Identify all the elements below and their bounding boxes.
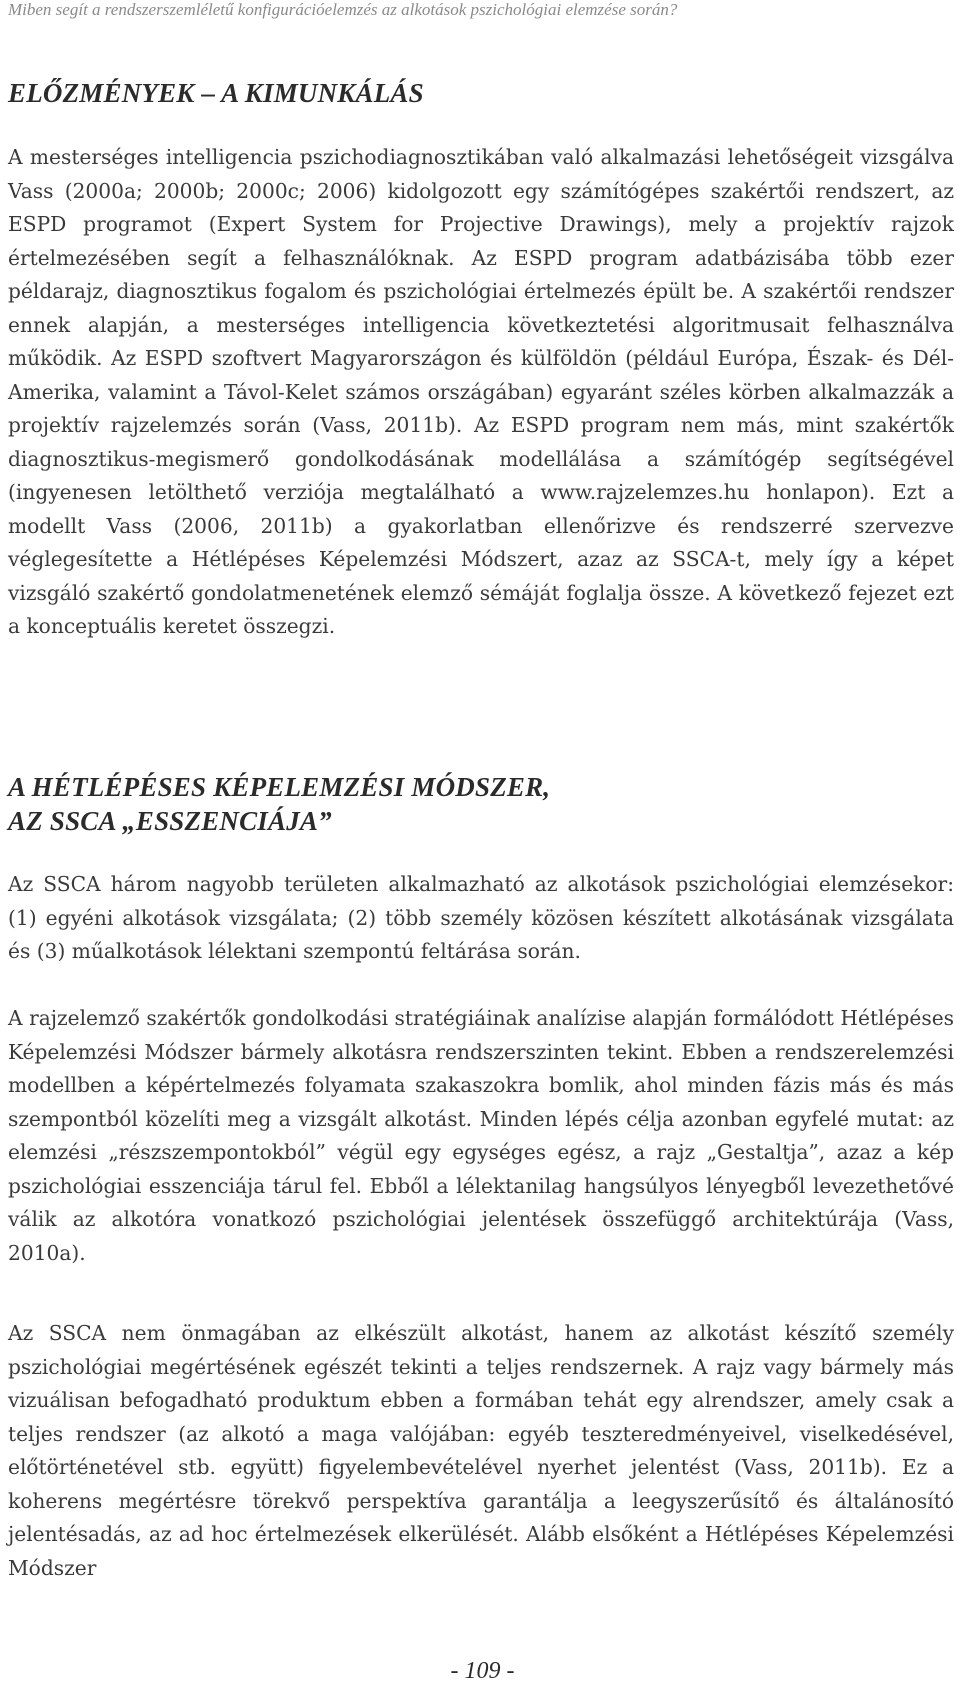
section-heading-hetlepeses <box>8 770 948 838</box>
document-page <box>8 0 957 1692</box>
paragraph-ssca-areas: Az SSCA három nagyobb területen alkalmazható az alkotások pszichológiai elemzésekor: (1) egyéni alkotások vizsgálata; (2) több személy közösen készített alkotásának vizsgálata és (3) műalkotások lélektani szempontú feltárása során. <box>8 872 954 963</box>
section-heading-elozmenyek: ELŐZMÉNYEK – A KIMUNKÁLÁS <box>8 78 424 108</box>
running-header: Miben segít a rendszerszemléletű konfigurációelemzés az alkotások pszichológiai elemzése során? <box>8 0 678 19</box>
paragraph-rajzelemzo-strategiak: A rajzelemző szakértők gondolkodási stratégiáinak analízise alapján formálódott Hétlépéses Képelemzési Módszer bármely alkotásra rendszerszinten tekint. Ebben a rendszerelemzési modellben a képértelmezés folyamata szakaszokra bomlik, ahol minden fázis más és más szempontból közelíti meg a vizsgált alkotást. Minden lépés célja azonban egyfelé mutat: az elemzési „részszempontokból” végül egy egységes egész, a rajz „Gestaltja”, azaz a kép pszichológiai esszenciája tárul fel. Ebből a lélektanilag hangsúlyos lényegből levezethetővé válik az alkotóra vonatkozó pszichológiai jelentések összefüggő architektúrája (Vass, 2010a). <box>8 1006 954 1265</box>
paragraph-elozmenyek: A mesterséges intelligencia pszichodiagnosztikában való alkalmazási lehetőségeit vizsgálva Vass (2000a; 2000b; 2000c; 2006) kidolgozott egy számítógépes szakértői rendszert, az ESPD programot (Expert System for Projective Drawings), mely a projektív rajzok értelmezésében segít a felhasználóknak. Az ESPD program adatbázisába több ezer példarajz, diagnosztikus fogalom és pszichológiai értelmezés épült be. A szakértői rendszer ennek alapján, a mesterséges intelligencia következtetési algoritmusait felhasználva működik. Az ESPD szoftvert Magyarországon és külföldön (például Európa, Észak- és Dél-Amerika, valamint a Távol-Kelet számos országában) egyaránt széles körben alkalmazzák a projektív rajzelemzés során (Vass, 2011b). Az ESPD program nem más, mint szakértők diagnosztikus-megismerő gondolkodásának modellálása a számítógép segítségével (ingyenesen letölthető verziója megtalálható a www.rajzelemzes.hu honlapon). Ezt a modellt Vass (2006, 2011b) a gyakorlatban ellenőrizve és rendszerré szervezve véglegesítette a Hétlépéses Képelemzési Módszert, azaz az SSCA-t, mely így a képet vizsgáló szakértő gondolatmenetének elemző sémáját foglalja össze. A következő fejezet ezt a konceptuális keretet összegzi. <box>8 145 954 638</box>
section-heading-line-1: A HÉTLÉPÉSES KÉPELEMZÉSI MÓDSZER, <box>8 772 551 802</box>
section-heading-line-2: AZ SSCA „ESSZENCIÁJA” <box>8 806 332 836</box>
page-number: - 109 - <box>450 1658 515 1684</box>
paragraph-ssca-rendszer: Az SSCA nem önmagában az elkészült alkotást, hanem az alkotást készítő személy pszichológiai megértésének egészét tekinti a teljes rendszernek. A rajz vagy bármely más vizuálisan befogadható produktum ebben a formában tehát egy alrendszer, amely csak a teljes rendszer (az alkotó a maga valójában: egyéb teszteredményeivel, viselkedésével, előtörténetével stb. együtt) figyelembevételével nyerhet jelentést (Vass, 2011b). Ez a koherens megértésre törekvő perspektíva garantálja a leegyszerűsítő és általánosító jelentésadás, az ad hoc értelmezések elkerülését. Alább elsőként a Hétlépéses Képelemzési Módszer <box>8 1321 954 1580</box>
